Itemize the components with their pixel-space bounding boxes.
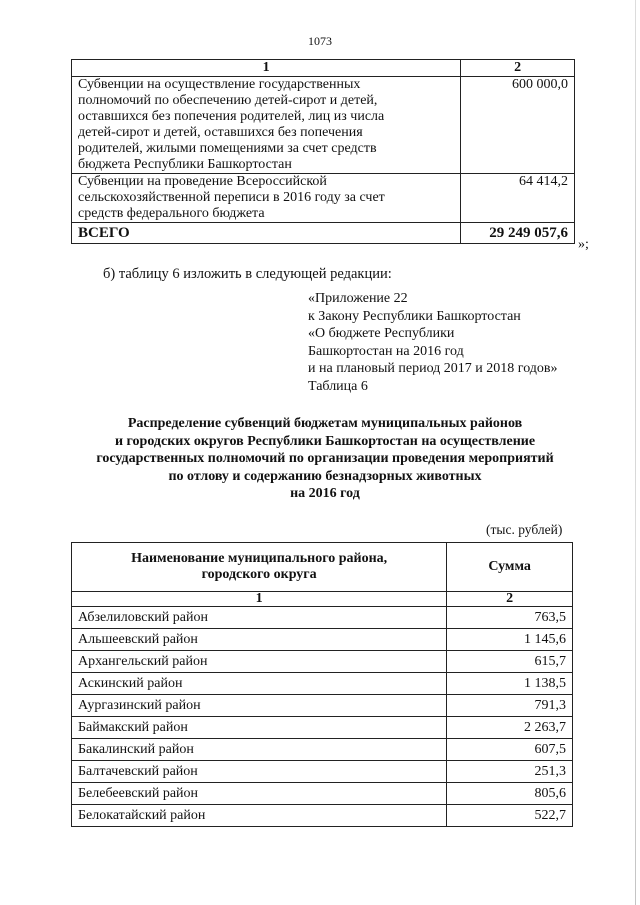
- annex-line: к Закону Республики Башкортостан: [308, 308, 521, 324]
- scan-edge: [635, 0, 636, 905]
- annex-line: и на плановый период 2017 и 2018 годов»: [308, 361, 558, 376]
- column-header-name: [72, 543, 447, 592]
- annex-line: «О бюджете Республики: [308, 326, 455, 341]
- table-row: [72, 695, 573, 717]
- column-number-1: 1: [72, 60, 461, 77]
- annex-line: «Приложение 22: [308, 291, 408, 306]
- district-sum: 1 145,6: [447, 629, 573, 651]
- table-row: [72, 607, 573, 629]
- description-line: сельскохозяйственной переписи в 2016 году за счет: [78, 190, 385, 205]
- closing-quote: »;: [578, 237, 589, 252]
- annex-line: Таблица 6: [308, 378, 368, 394]
- description-line: Субвенции на осуществление государственных: [78, 77, 361, 92]
- annex-reference: [308, 290, 558, 395]
- page-number: 1073: [308, 34, 332, 48]
- table-row: [72, 174, 575, 223]
- total-value: 29 249 057,6: [461, 223, 575, 244]
- row-description: [72, 174, 461, 223]
- district-sum: 607,5: [447, 739, 573, 761]
- table-row: [72, 651, 573, 673]
- district-name: Архангельский район: [72, 651, 447, 673]
- table-header-row: [72, 60, 575, 77]
- district-name: Белокатайский район: [72, 805, 447, 827]
- description-line: бюджета Республики Башкортостан: [78, 157, 292, 172]
- column-header-sum: Сумма: [447, 543, 573, 592]
- district-name: Белебеевский район: [72, 783, 447, 805]
- table-row: [72, 629, 573, 651]
- title-line: государственных полномочий по организации проведения мероприятий: [96, 451, 554, 466]
- column-number-2: 2: [461, 60, 575, 77]
- district-sum: 1 138,5: [447, 673, 573, 695]
- district-sum: 763,5: [447, 607, 573, 629]
- district-name: Баймакский район: [72, 717, 447, 739]
- district-name: Альшеевский район: [72, 629, 447, 651]
- table-row: [72, 77, 575, 174]
- district-name: Аскинский район: [72, 673, 447, 695]
- description-line: полномочий по обеспечению детей-сирот и детей,: [78, 93, 378, 108]
- title-line: и городских округов Республики Башкортостан на осуществление: [114, 433, 536, 449]
- title-line: на 2016 год: [290, 486, 360, 501]
- description-line: детей-сирот и детей, оставшихся без попечения: [78, 125, 363, 140]
- table-row: [72, 739, 573, 761]
- column-number-1: 1: [72, 592, 447, 607]
- table-row: [72, 717, 573, 739]
- subventions-continuation-table: [71, 59, 575, 244]
- instruction-text: б) таблицу 6 изложить в следующей редакции:: [103, 266, 392, 282]
- description-line: Субвенции на проведение Всероссийской: [78, 174, 327, 189]
- units-label: (тыс. рублей): [486, 522, 563, 537]
- header-line: Наименование муниципального района,: [131, 551, 388, 566]
- description-line: средств федерального бюджета: [78, 206, 265, 221]
- district-sum: 791,3: [447, 695, 573, 717]
- district-name: Аургазинский район: [72, 695, 447, 717]
- district-sum: 805,6: [447, 783, 573, 805]
- column-numbering-row: [72, 592, 573, 607]
- district-name: Балтачевский район: [72, 761, 447, 783]
- table-row: [72, 673, 573, 695]
- table-row: [72, 783, 573, 805]
- header-line: городского округа: [201, 567, 317, 582]
- district-name: Бакалинский район: [72, 739, 447, 761]
- table-header-row: [72, 543, 573, 592]
- district-sum: 251,3: [447, 761, 573, 783]
- title-line: по отлову и содержанию безнадзорных животных: [168, 468, 482, 484]
- description-line: оставшихся без попечения родителей, лиц из числа: [78, 109, 385, 124]
- subventions-distribution-table: [71, 542, 573, 827]
- row-value: 64 414,2: [461, 174, 575, 223]
- total-row: [72, 223, 575, 244]
- row-value: 600 000,0: [461, 77, 575, 174]
- district-name: Абзелиловский район: [72, 607, 447, 629]
- table-row: [72, 761, 573, 783]
- table-title: [70, 415, 580, 503]
- total-label: ВСЕГО: [72, 223, 461, 244]
- description-line: родителей, жилыми помещениями за счет средств: [78, 141, 377, 156]
- district-sum: 2 263,7: [447, 717, 573, 739]
- table-row: [72, 805, 573, 827]
- district-sum: 615,7: [447, 651, 573, 673]
- column-number-2: 2: [447, 592, 573, 607]
- row-description: [72, 77, 461, 174]
- district-sum: 522,7: [447, 805, 573, 827]
- title-line: Распределение субвенций бюджетам муниципальных районов: [127, 416, 523, 431]
- annex-line: Башкортостан на 2016 год: [308, 343, 464, 359]
